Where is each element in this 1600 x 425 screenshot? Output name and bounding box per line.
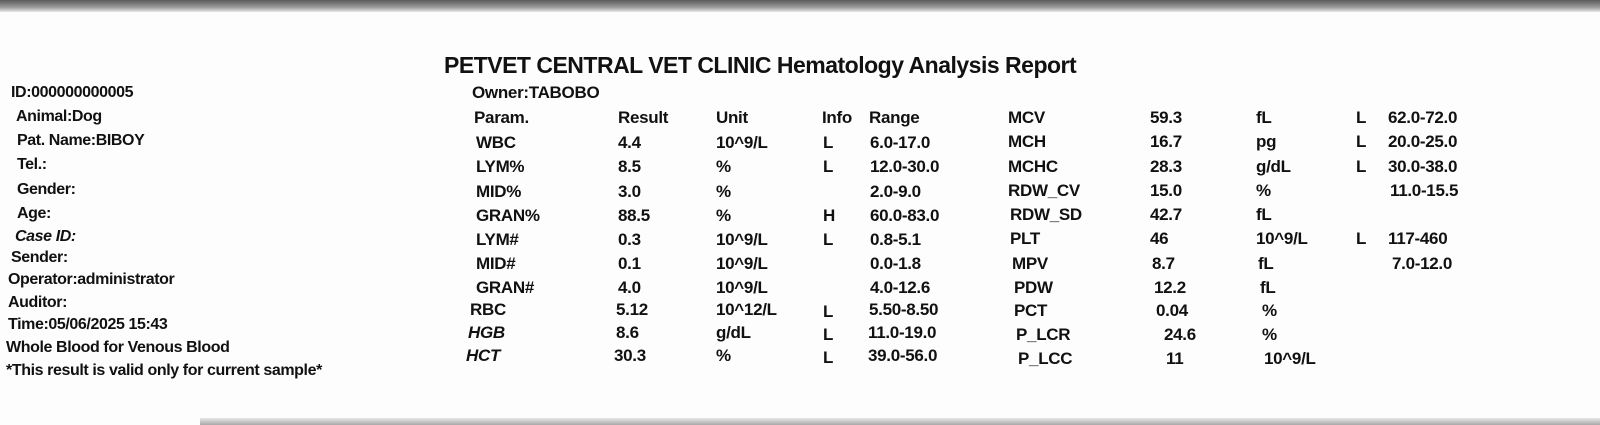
unit-cell: fL xyxy=(1258,254,1274,273)
header-info: Info xyxy=(822,108,852,127)
result-cell: 15.0 xyxy=(1150,181,1182,200)
unit-cell: % xyxy=(716,157,731,176)
result-cell: 30.3 xyxy=(614,346,646,365)
unit-cell: % xyxy=(716,346,731,365)
result-cell: 28.3 xyxy=(1150,157,1182,176)
unit-cell: 10^9/L xyxy=(716,230,768,249)
param-cell: GRAN% xyxy=(476,206,540,225)
patient-animal: Animal:Dog xyxy=(16,108,102,125)
range-cell: 4.0-12.6 xyxy=(870,278,930,297)
param-cell: WBC xyxy=(476,133,516,152)
unit-cell: 10^9/L xyxy=(1264,349,1316,368)
patient-case-id: Case ID: xyxy=(15,228,76,245)
unit-cell: 10^12/L xyxy=(716,300,777,319)
patient-id: ID:000000000005 xyxy=(11,84,134,101)
sample-type: Whole Blood for Venous Blood xyxy=(6,339,230,356)
info-flag: H xyxy=(823,206,835,225)
header-result: Result xyxy=(618,108,669,127)
param-cell: MCHC xyxy=(1008,157,1058,176)
range-cell: 39.0-56.0 xyxy=(868,346,938,365)
param-cell: RBC xyxy=(470,300,506,319)
patient-name: Pat. Name:BIBOY xyxy=(17,132,145,149)
result-cell: 8.6 xyxy=(616,323,639,342)
param-cell: LYM% xyxy=(476,157,525,176)
result-cell: 4.0 xyxy=(618,278,641,297)
param-cell: PLT xyxy=(1010,229,1040,248)
result-cell: 16.7 xyxy=(1150,132,1182,151)
info-flag: L xyxy=(1356,229,1367,248)
result-cell: 42.7 xyxy=(1150,205,1182,224)
param-cell: HCT xyxy=(466,346,501,365)
result-cell: 0.04 xyxy=(1156,301,1188,320)
patient-auditor: Auditor: xyxy=(8,294,68,311)
unit-cell: % xyxy=(1262,301,1277,320)
patient-time: Time:05/06/2025 15:43 xyxy=(8,316,168,333)
unit-cell: % xyxy=(1262,325,1277,344)
validity-note: *This result is valid only for current sample* xyxy=(6,362,322,379)
unit-cell: 10^9/L xyxy=(716,133,768,152)
patient-sender: Sender: xyxy=(11,249,68,266)
result-cell: 46 xyxy=(1150,229,1169,248)
range-cell: 60.0-83.0 xyxy=(870,206,940,225)
result-cell: 59.3 xyxy=(1150,108,1182,127)
result-cell: 0.3 xyxy=(618,230,641,249)
patient-tel: Tel.: xyxy=(17,156,47,173)
range-cell: 7.0-12.0 xyxy=(1392,254,1452,273)
header-unit: Unit xyxy=(716,108,748,127)
result-cell: 12.2 xyxy=(1154,278,1186,297)
unit-cell: 10^9/L xyxy=(716,278,768,297)
range-cell: 62.0-72.0 xyxy=(1388,108,1458,127)
info-flag: L xyxy=(823,348,834,367)
result-cell: 11 xyxy=(1166,349,1184,368)
range-cell: 2.0-9.0 xyxy=(870,182,921,201)
result-cell: 8.7 xyxy=(1152,254,1175,273)
info-flag: L xyxy=(823,133,834,152)
range-cell: 0.0-1.8 xyxy=(870,254,921,273)
unit-cell: g/dL xyxy=(716,323,751,342)
info-flag: L xyxy=(823,157,834,176)
result-cell: 0.1 xyxy=(618,254,641,273)
report-title: PETVET CENTRAL VET CLINIC Hematology Analysis Report xyxy=(444,52,1077,78)
info-flag: L xyxy=(1356,132,1367,151)
param-cell: RDW_SD xyxy=(1010,205,1082,224)
param-cell: HGB xyxy=(468,323,505,342)
range-cell: 20.0-25.0 xyxy=(1388,132,1458,151)
unit-cell: 10^9/L xyxy=(716,254,768,273)
header-param: Param. xyxy=(474,108,529,127)
param-cell: P_LCR xyxy=(1016,325,1071,344)
result-cell: 4.4 xyxy=(618,133,641,152)
info-flag: L xyxy=(823,302,834,321)
unit-cell: g/dL xyxy=(1256,157,1291,176)
unit-cell: fL xyxy=(1256,205,1272,224)
unit-cell: pg xyxy=(1256,132,1277,151)
range-cell: 117-460 xyxy=(1388,229,1448,248)
result-cell: 88.5 xyxy=(618,206,650,225)
patient-age: Age: xyxy=(17,205,51,222)
result-cell: 5.12 xyxy=(616,300,648,319)
patient-operator: Operator:administrator xyxy=(8,271,175,288)
result-cell: 8.5 xyxy=(618,157,641,176)
param-cell: P_LCC xyxy=(1018,349,1073,368)
param-cell: MID% xyxy=(476,182,522,201)
header-range: Range xyxy=(869,108,920,127)
patient-gender: Gender: xyxy=(17,181,76,198)
unit-cell: fL xyxy=(1256,108,1272,127)
param-cell: MCV xyxy=(1008,108,1045,127)
param-cell: PDW xyxy=(1014,278,1053,297)
param-cell: PCT xyxy=(1014,301,1048,320)
info-flag: L xyxy=(823,325,834,344)
unit-cell: 10^9/L xyxy=(1256,229,1308,248)
result-cell: 24.6 xyxy=(1164,325,1196,344)
unit-cell: % xyxy=(716,182,731,201)
param-cell: MCH xyxy=(1008,132,1046,151)
param-cell: MID# xyxy=(476,254,516,273)
unit-cell: fL xyxy=(1260,278,1276,297)
unit-cell: % xyxy=(1256,181,1271,200)
range-cell: 11.0-19.0 xyxy=(868,323,937,342)
owner-name: Owner:TABOBO xyxy=(472,83,600,102)
range-cell: 0.8-5.1 xyxy=(870,230,921,249)
unit-cell: % xyxy=(716,206,731,225)
param-cell: MPV xyxy=(1012,254,1048,273)
param-cell: LYM# xyxy=(476,230,519,249)
range-cell: 30.0-38.0 xyxy=(1388,157,1458,176)
range-cell: 5.50-8.50 xyxy=(869,300,939,319)
range-cell: 6.0-17.0 xyxy=(870,133,930,152)
info-flag: L xyxy=(1356,108,1367,127)
range-cell: 11.0-15.5 xyxy=(1390,181,1459,200)
info-flag: L xyxy=(823,230,834,249)
result-cell: 3.0 xyxy=(618,182,641,201)
param-cell: RDW_CV xyxy=(1008,181,1080,200)
param-cell: GRAN# xyxy=(476,278,535,297)
range-cell: 12.0-30.0 xyxy=(870,157,940,176)
info-flag: L xyxy=(1356,157,1367,176)
